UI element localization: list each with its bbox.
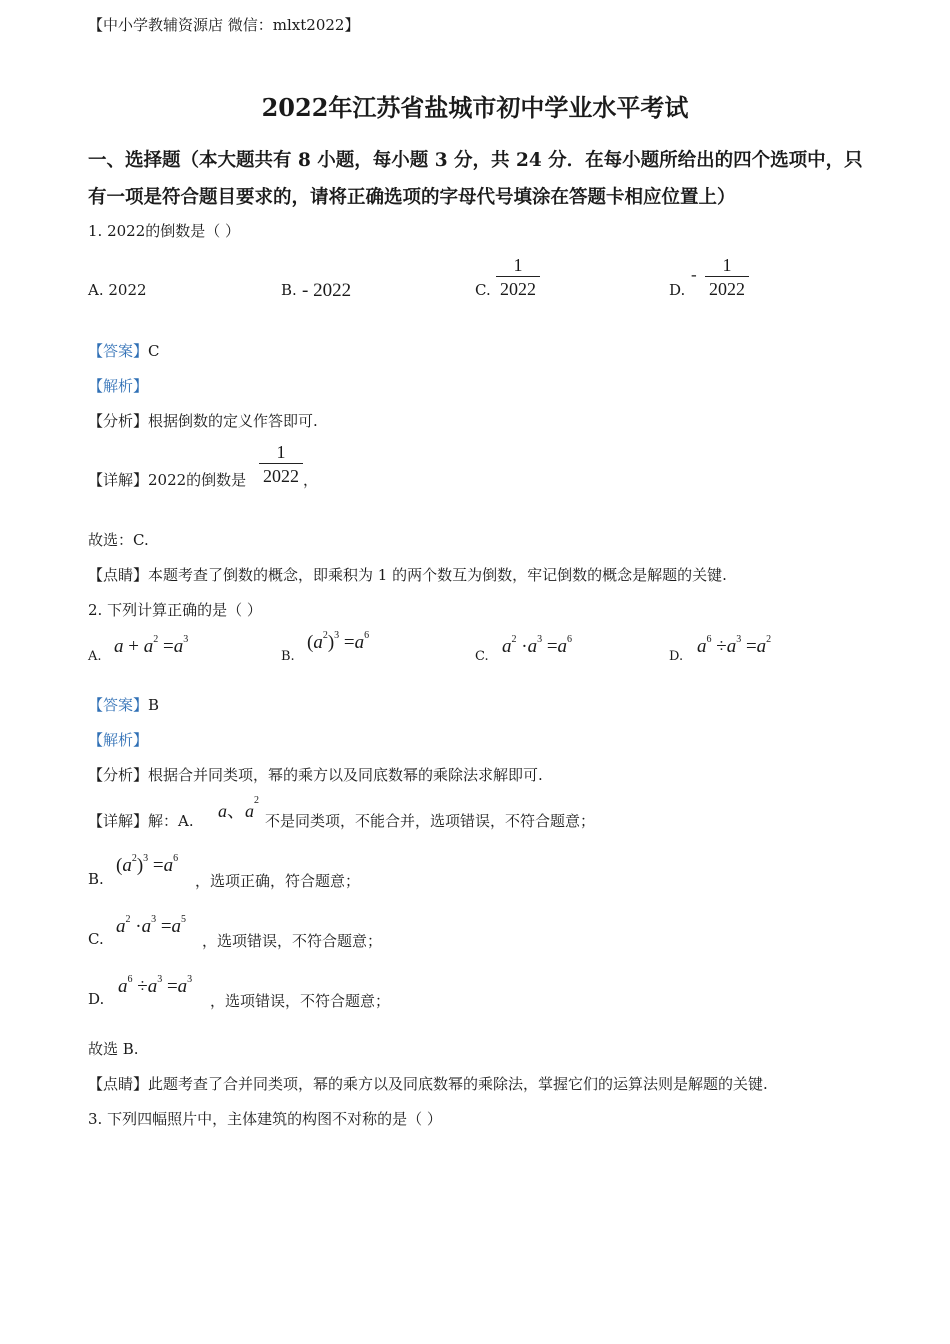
q2-dianjing: 【点睛】此题考查了合并同类项，幂的乘方以及同底数幂的乘除法，掌握它们的运算法则是解题的关键.	[88, 1075, 768, 1093]
section-heading-line2: 有一项是符合题目要求的，请将正确选项的字母代号填涂在答题卡相应位置上）	[88, 187, 736, 208]
q2-option-c-label: C.	[475, 649, 489, 664]
q2-xiangjie-a-math: a、$a^2$	[218, 795, 259, 821]
page-title: 2022年江苏省盐城市初中学业水平考试	[261, 93, 689, 122]
q2-answer-line	[88, 694, 159, 715]
xiangjie-denominator: 2022	[263, 466, 299, 486]
q1-xiangjie-pre: 【详解】2022的倒数是	[88, 471, 247, 489]
q2-option-c-math: $a^2 \cdot a^3 =a^6$	[502, 634, 573, 657]
q1-d-numerator: 1	[722, 255, 732, 275]
q1-xiangjie-fraction	[259, 441, 303, 488]
q1-d-denominator: 2022	[709, 279, 745, 299]
q1-answer-line	[88, 340, 160, 361]
q2-option-a-label: A.	[88, 649, 102, 664]
q2-b-label: B.	[88, 870, 104, 888]
q2-guxuan: 故选 B.	[88, 1040, 139, 1058]
q2-stem: 2. 下列计算正确的是（ ）	[88, 601, 262, 619]
q1-fenxi: 【分析】根据倒数的定义作答即可.	[88, 412, 318, 430]
section-heading-line1: 一、选择题（本大题共有 8 小题，每小题 3 分，共 24 分．在每小题所给出的四个选项中，只	[88, 150, 863, 171]
q1-option-d-fraction	[705, 254, 749, 301]
q2-option-b-math: $(a^2)^3 =a^6$	[307, 630, 370, 653]
q2-xiangjie-a-post: 不是同类项，不能合并，选项错误，不符合题意；	[265, 812, 596, 830]
q2-c-label: C.	[88, 930, 104, 948]
q2-fenxi: 【分析】根据合并同类项，幂的乘方以及同底数幂的乘除法求解即可.	[88, 766, 543, 784]
q3-stem: 3. 下列四幅照片中，主体建筑的构图不对称的是（ ）	[88, 1110, 442, 1128]
q1-c-numerator: 1	[513, 255, 523, 275]
answer-tag: 【答案】	[88, 696, 149, 714]
q1-option-d-label: D.	[669, 281, 686, 299]
q1-option-b-value: - 2022	[302, 280, 352, 301]
q1-option-c-label: C.	[475, 281, 491, 299]
q1-guxuan: 故选：C.	[88, 531, 149, 549]
q1-option-d-sign: -	[691, 265, 697, 284]
q1-c-denominator: 2022	[500, 279, 536, 299]
q1-analysis-tag: 【解析】	[88, 377, 149, 395]
q2-c-math: $a^2 \cdot a^3 =a^5$	[116, 914, 187, 937]
answer-tag: 【答案】	[88, 342, 149, 360]
q2-b-post: ，选项正确，符合题意；	[195, 872, 361, 890]
q1-stem: 1. 2022的倒数是（ ）	[88, 222, 241, 240]
q1-option-a: A. 2022	[88, 281, 147, 299]
q1-answer: C	[148, 342, 160, 360]
q2-c-post: ，选项错误，不符合题意；	[202, 932, 383, 950]
q1-option-c-fraction	[496, 254, 540, 301]
q1-dianjing: 【点睛】本题考查了倒数的概念，即乘积为 1 的两个数互为倒数，牢记倒数的概念是解题的关键.	[88, 566, 727, 584]
page-header: 【中小学教辅资源店 微信：mlxt2022】	[88, 16, 360, 34]
q1-option-b-label: B.	[281, 281, 297, 299]
q1-xiangjie-post: ，	[303, 471, 319, 489]
xiangjie-numerator: 1	[276, 442, 286, 462]
q2-b-math: $(a^2)^3 =a^6$	[116, 853, 179, 876]
q2-analysis-tag: 【解析】	[88, 731, 149, 749]
q2-option-a-math: $a + a^2 =a^3$	[114, 634, 189, 657]
q2-option-d-math: $a^6 \div a^3 =a^2$	[697, 634, 772, 657]
q2-option-d-label: D.	[669, 649, 684, 664]
q2-d-post: ，选项错误，不符合题意；	[210, 992, 391, 1010]
q2-d-label: D.	[88, 990, 105, 1008]
q2-xiangjie-pre: 【详解】解：A.	[88, 812, 194, 830]
q2-d-math: $a^6 \div a^3 =a^3$	[118, 974, 193, 997]
q2-option-b-label: B.	[281, 649, 295, 664]
q2-answer: B	[148, 696, 160, 714]
